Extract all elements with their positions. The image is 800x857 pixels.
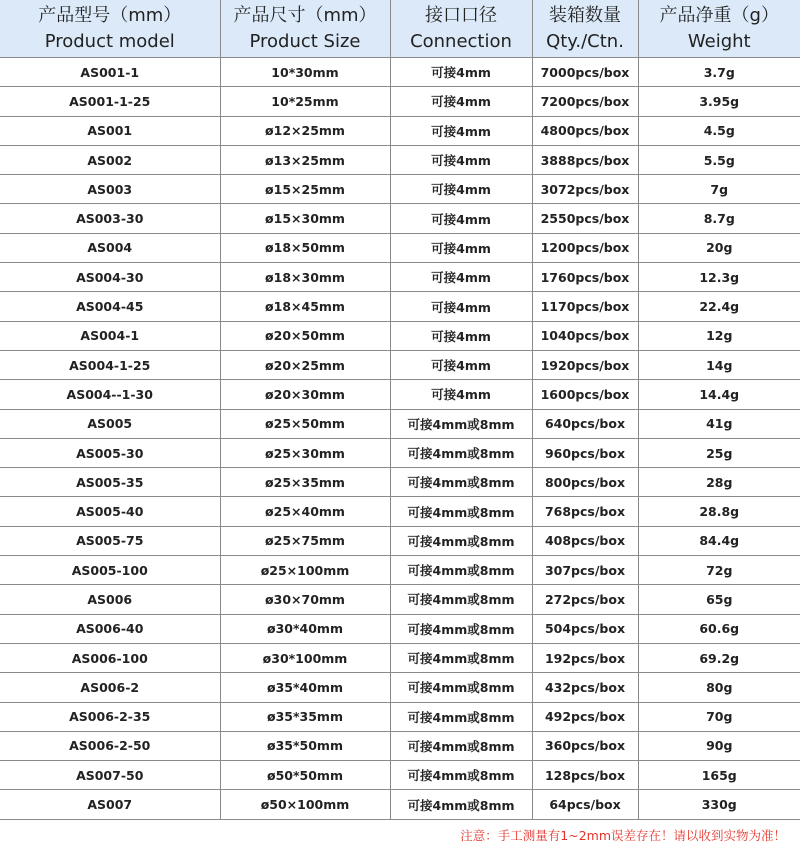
header-weight — [638, 0, 800, 58]
cell-qty: 432pcs/box — [532, 673, 638, 702]
cell-model: AS003 — [0, 175, 220, 204]
cell-connection: 可接4mm — [390, 321, 532, 350]
cell-model: AS006-40 — [0, 614, 220, 643]
cell-model: AS006-2 — [0, 673, 220, 702]
cell-qty: 272pcs/box — [532, 585, 638, 614]
cell-connection: 可接4mm或8mm — [390, 673, 532, 702]
cell-model: AS006 — [0, 585, 220, 614]
cell-size: ø30×70mm — [220, 585, 390, 614]
header-connection — [390, 0, 532, 58]
header-size-zh: 产品尺寸（mm） — [233, 4, 377, 26]
cell-connection: 可接4mm或8mm — [390, 790, 532, 819]
cell-size: ø18×45mm — [220, 292, 390, 321]
cell-qty: 360pcs/box — [532, 731, 638, 760]
table-row — [0, 263, 800, 292]
cell-model: AS004-45 — [0, 292, 220, 321]
cell-weight: 3.7g — [638, 58, 800, 87]
cell-size: ø25×50mm — [220, 409, 390, 438]
cell-connection: 可接4mm — [390, 263, 532, 292]
cell-size: ø18×50mm — [220, 233, 390, 262]
cell-connection: 可接4mm或8mm — [390, 526, 532, 555]
cell-weight: 12g — [638, 321, 800, 350]
cell-model: AS004--1-30 — [0, 380, 220, 409]
cell-connection: 可接4mm — [390, 175, 532, 204]
cell-connection: 可接4mm或8mm — [390, 585, 532, 614]
cell-model: AS005-100 — [0, 556, 220, 585]
cell-qty: 640pcs/box — [532, 409, 638, 438]
cell-model: AS002 — [0, 145, 220, 174]
header-model-zh: 产品型号（mm） — [38, 4, 182, 26]
cell-weight: 12.3g — [638, 263, 800, 292]
cell-size: ø25×30mm — [220, 438, 390, 467]
cell-connection: 可接4mm或8mm — [390, 761, 532, 790]
cell-connection: 可接4mm — [390, 58, 532, 87]
cell-model: AS004-30 — [0, 263, 220, 292]
cell-model: AS006-100 — [0, 643, 220, 672]
cell-connection: 可接4mm — [390, 145, 532, 174]
cell-weight: 41g — [638, 409, 800, 438]
cell-qty: 3888pcs/box — [532, 145, 638, 174]
cell-connection: 可接4mm或8mm — [390, 731, 532, 760]
cell-size: ø20×25mm — [220, 350, 390, 379]
cell-weight: 28.8g — [638, 497, 800, 526]
header-size-en: Product Size — [249, 30, 361, 52]
table-row — [0, 526, 800, 555]
table-row — [0, 790, 800, 819]
header-qty-zh: 装箱数量 — [549, 4, 621, 26]
cell-size: ø50*50mm — [220, 761, 390, 790]
cell-connection: 可接4mm或8mm — [390, 643, 532, 672]
cell-qty: 1200pcs/box — [532, 233, 638, 262]
cell-model: AS005-35 — [0, 468, 220, 497]
cell-qty: 3072pcs/box — [532, 175, 638, 204]
cell-connection: 可接4mm或8mm — [390, 556, 532, 585]
header-qty-en: Qty./Ctn. — [546, 30, 624, 52]
cell-weight: 3.95g — [638, 87, 800, 116]
cell-model: AS005-40 — [0, 497, 220, 526]
cell-model: AS005 — [0, 409, 220, 438]
cell-weight: 90g — [638, 731, 800, 760]
table-row — [0, 585, 800, 614]
cell-qty: 1920pcs/box — [532, 350, 638, 379]
table-row — [0, 497, 800, 526]
measurement-note: 注意：手工测量有1~2mm误差存在！请以收到实物为准！ — [460, 828, 786, 843]
cell-weight: 22.4g — [638, 292, 800, 321]
cell-weight: 25g — [638, 438, 800, 467]
header-model — [0, 0, 220, 58]
cell-weight: 330g — [638, 790, 800, 819]
cell-size: 10*25mm — [220, 87, 390, 116]
cell-connection: 可接4mm或8mm — [390, 614, 532, 643]
header-qty — [532, 0, 638, 58]
cell-qty: 1040pcs/box — [532, 321, 638, 350]
cell-qty: 192pcs/box — [532, 643, 638, 672]
cell-size: ø20×50mm — [220, 321, 390, 350]
header-connection-zh: 接口口径 — [425, 4, 497, 26]
cell-qty: 504pcs/box — [532, 614, 638, 643]
cell-size: ø25×40mm — [220, 497, 390, 526]
cell-model: AS005-75 — [0, 526, 220, 555]
cell-weight: 165g — [638, 761, 800, 790]
table-row — [0, 292, 800, 321]
cell-weight: 5.5g — [638, 145, 800, 174]
cell-size: ø20×30mm — [220, 380, 390, 409]
cell-connection: 可接4mm或8mm — [390, 438, 532, 467]
cell-connection: 可接4mm或8mm — [390, 468, 532, 497]
table-row — [0, 321, 800, 350]
table-row — [0, 175, 800, 204]
cell-connection: 可接4mm或8mm — [390, 409, 532, 438]
table-row — [0, 233, 800, 262]
cell-model: AS006-2-35 — [0, 702, 220, 731]
table-row — [0, 761, 800, 790]
table-row — [0, 614, 800, 643]
cell-weight: 80g — [638, 673, 800, 702]
cell-qty: 4800pcs/box — [532, 116, 638, 145]
cell-qty: 7200pcs/box — [532, 87, 638, 116]
cell-connection: 可接4mm — [390, 204, 532, 233]
cell-size: ø25×35mm — [220, 468, 390, 497]
table-row — [0, 731, 800, 760]
cell-weight: 20g — [638, 233, 800, 262]
table-body — [0, 58, 800, 820]
cell-size: ø35*35mm — [220, 702, 390, 731]
cell-qty: 1600pcs/box — [532, 380, 638, 409]
table-row — [0, 350, 800, 379]
cell-qty: 7000pcs/box — [532, 58, 638, 87]
cell-weight: 72g — [638, 556, 800, 585]
cell-connection: 可接4mm — [390, 116, 532, 145]
table-row — [0, 58, 800, 87]
table-row — [0, 673, 800, 702]
cell-size: 10*30mm — [220, 58, 390, 87]
cell-model: AS006-2-50 — [0, 731, 220, 760]
cell-model: AS001-1 — [0, 58, 220, 87]
cell-qty: 800pcs/box — [532, 468, 638, 497]
cell-size: ø15×30mm — [220, 204, 390, 233]
cell-size: ø25×75mm — [220, 526, 390, 555]
cell-size: ø15×25mm — [220, 175, 390, 204]
table-row — [0, 702, 800, 731]
cell-qty: 307pcs/box — [532, 556, 638, 585]
cell-weight: 14.4g — [638, 380, 800, 409]
table-row — [0, 380, 800, 409]
table-row — [0, 145, 800, 174]
cell-weight: 60.6g — [638, 614, 800, 643]
cell-weight: 14g — [638, 350, 800, 379]
cell-weight: 28g — [638, 468, 800, 497]
cell-model: AS007-50 — [0, 761, 220, 790]
cell-weight: 4.5g — [638, 116, 800, 145]
cell-weight: 84.4g — [638, 526, 800, 555]
cell-weight: 65g — [638, 585, 800, 614]
table-row — [0, 116, 800, 145]
cell-qty: 960pcs/box — [532, 438, 638, 467]
cell-model: AS003-30 — [0, 204, 220, 233]
cell-size: ø35*40mm — [220, 673, 390, 702]
cell-model: AS004 — [0, 233, 220, 262]
cell-model: AS007 — [0, 790, 220, 819]
cell-weight: 70g — [638, 702, 800, 731]
cell-weight: 7g — [638, 175, 800, 204]
cell-qty: 128pcs/box — [532, 761, 638, 790]
cell-connection: 可接4mm — [390, 292, 532, 321]
cell-qty: 2550pcs/box — [532, 204, 638, 233]
cell-size: ø13×25mm — [220, 145, 390, 174]
cell-model: AS004-1 — [0, 321, 220, 350]
cell-model: AS004-1-25 — [0, 350, 220, 379]
cell-connection: 可接4mm或8mm — [390, 702, 532, 731]
table-row — [0, 409, 800, 438]
cell-model: AS001 — [0, 116, 220, 145]
cell-size: ø30*100mm — [220, 643, 390, 672]
cell-size: ø50×100mm — [220, 790, 390, 819]
cell-connection: 可接4mm — [390, 87, 532, 116]
cell-qty: 408pcs/box — [532, 526, 638, 555]
cell-weight: 8.7g — [638, 204, 800, 233]
cell-connection: 可接4mm — [390, 233, 532, 262]
table-row — [0, 438, 800, 467]
cell-model: AS005-30 — [0, 438, 220, 467]
table-row — [0, 204, 800, 233]
cell-size: ø12×25mm — [220, 116, 390, 145]
table-row — [0, 87, 800, 116]
cell-qty: 1170pcs/box — [532, 292, 638, 321]
header-weight-zh: 产品净重（g） — [659, 4, 779, 26]
cell-size: ø25×100mm — [220, 556, 390, 585]
cell-connection: 可接4mm — [390, 380, 532, 409]
cell-size: ø30*40mm — [220, 614, 390, 643]
table-row — [0, 643, 800, 672]
cell-connection: 可接4mm或8mm — [390, 497, 532, 526]
cell-size: ø18×30mm — [220, 263, 390, 292]
header-size — [220, 0, 390, 58]
header-model-en: Product model — [44, 30, 175, 52]
table-row — [0, 556, 800, 585]
cell-qty: 1760pcs/box — [532, 263, 638, 292]
table-header-row — [0, 0, 800, 58]
header-weight-en: Weight — [687, 30, 751, 52]
cell-size: ø35*50mm — [220, 731, 390, 760]
table-row — [0, 468, 800, 497]
cell-qty: 768pcs/box — [532, 497, 638, 526]
cell-qty: 64pcs/box — [532, 790, 638, 819]
cell-model: AS001-1-25 — [0, 87, 220, 116]
cell-weight: 69.2g — [638, 643, 800, 672]
cell-connection: 可接4mm — [390, 350, 532, 379]
header-connection-en: Connection — [410, 30, 512, 52]
cell-qty: 492pcs/box — [532, 702, 638, 731]
